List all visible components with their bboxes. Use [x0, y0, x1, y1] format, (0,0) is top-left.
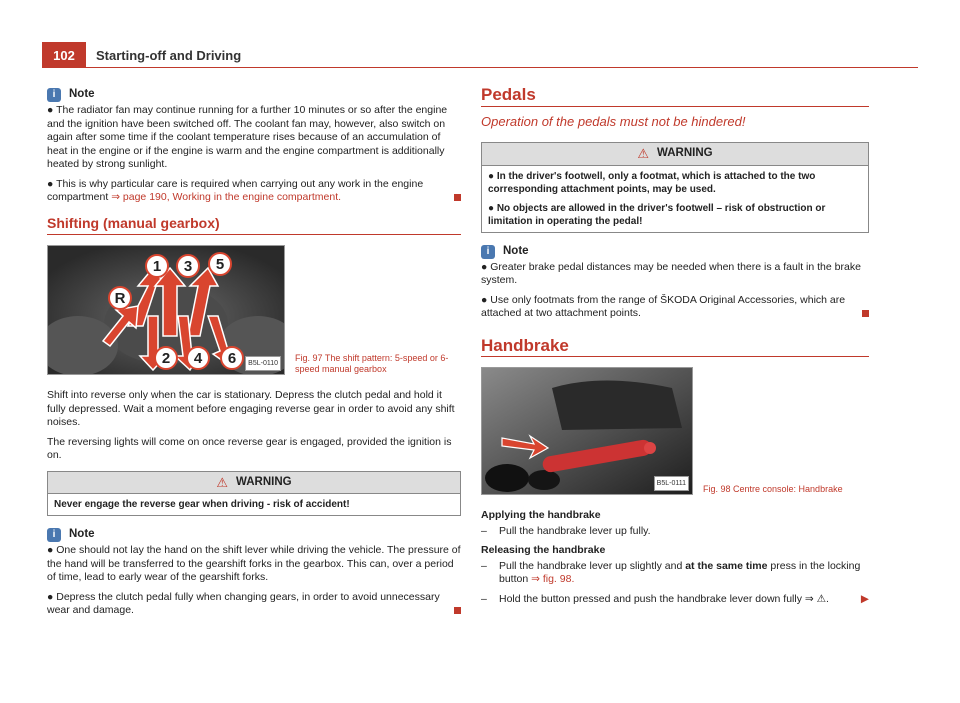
step-dash: –	[481, 592, 487, 605]
step-text	[499, 560, 869, 587]
note-bullet	[47, 591, 461, 618]
page-number: 102	[42, 42, 86, 68]
pedals-subtitle: Operation of the pedals must not be hindered!	[481, 113, 746, 129]
note-heading	[481, 245, 869, 259]
note-bullet	[481, 294, 869, 321]
figure-code: B5L-0110	[245, 356, 281, 372]
section-title-shifting: Shifting (manual gearbox)	[47, 217, 461, 236]
step-text: Pull the handbrake lever up fully.	[499, 524, 651, 537]
gear-label: 2	[161, 350, 171, 367]
left-column	[47, 88, 461, 624]
figure-code: B5L-0111	[654, 476, 689, 492]
page-link[interactable]: ⇒ page 190, Working in the engine compartment.	[111, 191, 342, 203]
gear-label: R	[114, 290, 126, 307]
warning-label: WARNING	[236, 475, 292, 488]
gear-label: 5	[215, 256, 225, 273]
step	[481, 593, 869, 607]
warning-triangle-icon: ⚠	[216, 474, 229, 490]
figure-97	[47, 245, 461, 375]
warning-text: Never engage the reverse gear when driving - risk of accident!	[54, 499, 350, 510]
warning-label: WARNING	[657, 147, 713, 159]
gear-label: 1	[152, 258, 162, 275]
end-of-section-mark	[862, 310, 869, 317]
right-column	[481, 85, 869, 612]
step-dash: –	[481, 524, 487, 537]
step	[481, 525, 869, 539]
note-bullet: ● The radiator fan may continue running for a further 10 minutes or so after the engine and the ignition have been switched off. The coolant fan may, however, also switch on again after some time if the coolant temperature rises because of an accumulation of heat in the engine or if the engine is warm and the engine compartment is additionally heated by strong sunlight.	[47, 104, 448, 170]
note-bullet	[47, 178, 461, 205]
warning-heading	[48, 472, 460, 495]
step-text: Hold the button pressed and push the handbrake lever down fully ⇒ ⚠.	[499, 592, 829, 605]
subheading: Applying the handbrake	[481, 509, 601, 521]
section-title-handbrake: Handbrake	[481, 339, 869, 358]
page-header-title: Starting-off and Driving	[96, 48, 242, 63]
figure-caption: Fig. 98 Centre console: Handbrake	[703, 484, 843, 494]
warning-bullet: ● No objects are allowed in the driver's footwell – risk of obstruction or limitation in operating the pedal!	[488, 202, 826, 227]
step	[481, 560, 869, 587]
figure-98	[481, 367, 869, 495]
paragraph: The reversing lights will come on once reverse gear is engaged, provided the ignition is on.	[47, 435, 452, 461]
step-dash: –	[481, 559, 487, 572]
figure-link[interactable]: ⇒ fig. 98.	[531, 573, 575, 585]
header-rule	[86, 67, 918, 68]
warning-bullet: ● In the driver's footwell, only a footmat, which is attached to the two corresponding attachment points, may be used.	[488, 170, 816, 195]
note-bullet: ● Greater brake pedal distances may be needed when there is a fault in the brake system.	[481, 260, 861, 286]
end-of-section-mark	[454, 194, 461, 201]
note-bullet: ● One should not lay the hand on the shift lever while driving the vehicle. The pressure of the hand will be transferred to the gearshift forks in the gearbox. This can, over a period of time, lead to early wear of the gearshift forks.	[47, 544, 461, 583]
warning-text	[482, 166, 868, 232]
note-label: Note	[69, 528, 95, 541]
shift-pattern-image	[47, 245, 285, 375]
step-text-part: press in the locking button	[499, 559, 861, 585]
figure-caption: Fig. 97 The shift pattern: 5-speed or 6-speed manual gearbox	[295, 353, 449, 374]
handbrake-image	[481, 367, 693, 495]
note-heading	[47, 88, 461, 102]
end-of-section-mark	[454, 607, 461, 614]
step-text-part: Pull the handbrake lever up slightly and	[499, 559, 686, 572]
gear-label: 6	[227, 350, 237, 367]
note-bullet-text: ● Use only footmats from the range of ŠKODA Original Accessories, which are attached at two attachment points.	[481, 293, 846, 319]
gear-label: 3	[183, 258, 193, 275]
section-title-pedals: Pedals	[481, 88, 869, 107]
note-bullet-text: ● This is why particular care is required when carrying out any work in the engine compartment	[47, 177, 424, 203]
paragraph: Shift into reverse only when the car is stationary. Depress the clutch pedal and hold it fully depressed. Wait a moment before engaging reverse gear in order to avoid any shift noises.	[47, 389, 455, 428]
note-label: Note	[69, 88, 95, 101]
info-icon: i	[481, 245, 495, 259]
warning-heading	[482, 143, 868, 166]
info-icon: i	[47, 88, 61, 102]
note-heading	[47, 528, 461, 542]
warning-triangle-icon: ⚠	[637, 146, 650, 161]
step-emphasis: at the same time	[685, 559, 768, 572]
info-icon: i	[47, 528, 61, 542]
continue-arrow-icon: ▶	[860, 592, 869, 605]
note-label: Note	[503, 244, 529, 257]
note-bullet-text: ● Depress the clutch pedal fully when changing gears, in order to avoid unnecessary wear and damage.	[47, 590, 440, 616]
warning-box	[47, 471, 461, 517]
gear-label: 4	[193, 350, 203, 367]
warning-box	[481, 142, 869, 233]
subheading: Releasing the handbrake	[481, 544, 606, 556]
